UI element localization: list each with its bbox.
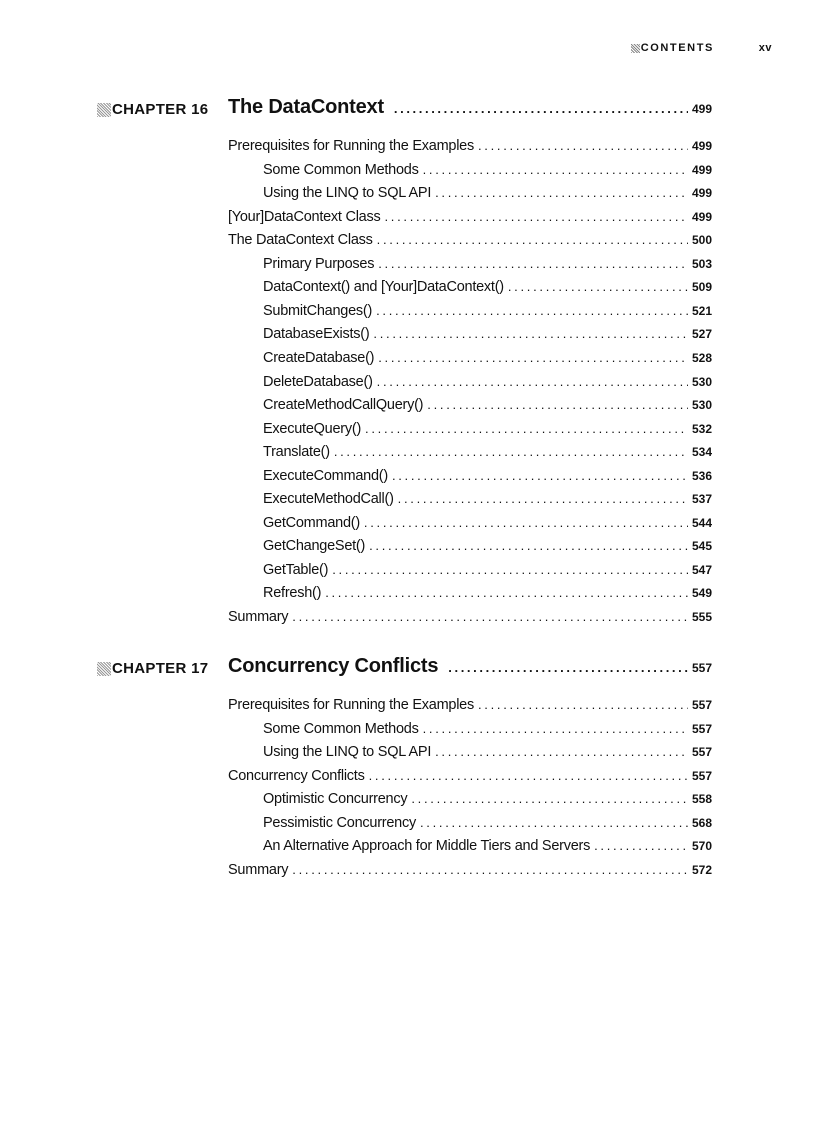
- leader-dots: [325, 585, 688, 600]
- toc-entry: [263, 721, 712, 741]
- chapter-label-text: CHAPTER 17: [112, 660, 209, 677]
- toc-entry-title: Using the LINQ to SQL API: [263, 185, 432, 202]
- toc-entry: [263, 397, 712, 417]
- toc-entry: [263, 562, 712, 582]
- toc-entry: [263, 515, 712, 535]
- leader-dots: [377, 232, 688, 247]
- toc-entry-page: 527: [691, 327, 712, 342]
- leader-dots: [376, 303, 688, 318]
- toc-entry-page: 549: [691, 586, 712, 601]
- chapter-label: [97, 660, 208, 677]
- leader-dots: [365, 421, 688, 436]
- toc-entry: [228, 232, 712, 252]
- toc-entry-page: 499: [691, 162, 712, 177]
- toc-entry: [263, 585, 712, 605]
- toc-entry-title: CreateDatabase(): [263, 349, 375, 366]
- toc-entry-title: DeleteDatabase(): [263, 373, 373, 390]
- chapter-label: [97, 101, 208, 118]
- toc-entry: [263, 444, 712, 464]
- toc-entry-title: Prerequisites for Running the Examples: [228, 138, 474, 154]
- toc-entry: [228, 138, 712, 158]
- toc-entry-page: 557: [691, 745, 712, 760]
- leader-dots: [411, 791, 688, 806]
- chapter-title: The DataContext: [228, 96, 384, 118]
- leader-dots: [378, 350, 688, 365]
- toc-entry-page: 557: [691, 768, 712, 783]
- toc-entry-page: 555: [691, 610, 712, 624]
- toc-entry-title: SubmitChanges(): [263, 302, 373, 319]
- toc-entry-page: 509: [691, 280, 712, 295]
- running-head-label: [631, 42, 714, 54]
- chapter-title: Concurrency Conflicts: [228, 655, 439, 677]
- toc-entry-page: 544: [691, 515, 712, 530]
- toc-entry: [263, 815, 712, 835]
- toc-entry-page: 557: [691, 721, 712, 736]
- toc-entry: [228, 862, 712, 882]
- leader-dots: [332, 562, 688, 577]
- chapter-title-row: [228, 655, 712, 678]
- leader-dots: [394, 101, 688, 116]
- toc-entry-title: Some Common Methods: [263, 161, 419, 178]
- toc-entry-page: 558: [691, 792, 712, 807]
- chapter-page: 499: [691, 102, 712, 116]
- toc-entry-page: 557: [691, 698, 712, 712]
- chapter-label-text: CHAPTER 16: [112, 101, 209, 118]
- leader-dots: [435, 185, 688, 200]
- toc-entry-title: ExecuteCommand(): [263, 467, 388, 484]
- toc-entry-page: 521: [691, 303, 712, 318]
- toc-entry-title: Summary: [228, 609, 289, 625]
- leader-dots: [392, 468, 688, 483]
- page-number: xv: [758, 42, 772, 54]
- toc-entry: [263, 838, 712, 858]
- toc-entry-page: 500: [691, 233, 712, 248]
- toc-entry: [263, 538, 712, 558]
- leader-dots: [427, 397, 688, 412]
- toc-entry: [263, 326, 712, 346]
- leader-dots: [334, 444, 688, 459]
- toc-entry-page: 572: [691, 862, 712, 877]
- section-marker-icon: [631, 44, 640, 53]
- toc-entry-title: CreateMethodCallQuery(): [263, 397, 424, 414]
- toc-entry-title: ExecuteMethodCall(): [263, 491, 394, 508]
- leader-dots: [435, 744, 688, 759]
- chapter-marker-icon: [97, 103, 111, 117]
- toc-entry-title: Translate(): [263, 444, 330, 461]
- toc-entry-page: 570: [691, 839, 712, 854]
- toc-entry-title: Optimistic Concurrency: [263, 791, 408, 808]
- toc-entry: [263, 744, 712, 764]
- leader-dots: [508, 279, 688, 294]
- toc-entry-page: 499: [691, 209, 712, 224]
- toc-entry-page: 499: [691, 186, 712, 201]
- toc-entry-title: Using the LINQ to SQL API: [263, 744, 432, 761]
- toc-entry-title: Concurrency Conflicts: [228, 767, 365, 784]
- toc-entry: [228, 209, 712, 229]
- toc-entry-title: GetCommand(): [263, 514, 360, 531]
- toc-entry-page: 537: [691, 492, 712, 507]
- toc-entry: [228, 768, 712, 788]
- running-head-text: CONTENTS: [640, 42, 714, 54]
- toc-entry-title: Refresh(): [263, 585, 322, 602]
- toc-entry-title: DatabaseExists(): [263, 326, 370, 343]
- toc-entry-title: ExecuteQuery(): [263, 420, 362, 437]
- leader-dots: [292, 862, 688, 877]
- leader-dots: [378, 256, 688, 271]
- toc-entry-title: The DataContext Class: [228, 232, 373, 249]
- leader-dots: [594, 838, 688, 853]
- toc-entry-title: Pessimistic Concurrency: [263, 814, 416, 831]
- toc-entry-title: [Your]DataContext Class: [228, 208, 381, 225]
- leader-dots: [448, 660, 688, 675]
- toc-entry-page: 528: [691, 350, 712, 365]
- toc-entry-page: 532: [691, 421, 712, 436]
- toc-entry: [263, 468, 712, 488]
- leader-dots: [423, 721, 688, 736]
- toc-entry-page: 536: [691, 468, 712, 483]
- leader-dots: [364, 515, 688, 530]
- toc-entry: [263, 374, 712, 394]
- toc-entry-title: Primary Purposes: [263, 255, 375, 272]
- toc-entry: [263, 791, 712, 811]
- toc-entry: [263, 491, 712, 511]
- leader-dots: [373, 326, 688, 341]
- chapter-title-row: [228, 96, 712, 119]
- chapter-marker-icon: [97, 662, 111, 676]
- leader-dots: [420, 815, 688, 830]
- toc-entry-title: DataContext() and [Your]DataContext(): [263, 279, 504, 296]
- toc-entry: [263, 421, 712, 441]
- toc-entry-page: 530: [691, 374, 712, 389]
- chapter-page: 557: [691, 661, 712, 675]
- toc-entry-title: Summary: [228, 861, 289, 878]
- chapter-heading: [0, 655, 816, 683]
- toc-entry: [228, 609, 712, 629]
- toc-entry-title: GetTable(): [263, 561, 329, 578]
- leader-dots: [423, 162, 688, 177]
- leader-dots: [478, 697, 688, 712]
- leader-dots: [369, 768, 688, 783]
- toc-entry-page: 530: [691, 398, 712, 413]
- leader-dots: [398, 491, 688, 506]
- toc-entry-page: 547: [691, 562, 712, 577]
- toc-entry-title: GetChangeSet(): [263, 538, 366, 555]
- toc-entry-page: 568: [691, 815, 712, 830]
- toc-entry-page: 545: [691, 539, 712, 554]
- running-head: [0, 42, 816, 58]
- toc-entry: [263, 256, 712, 276]
- toc-entry-title: An Alternative Approach for Middle Tiers and Servers: [263, 838, 591, 855]
- toc-entry: [228, 697, 712, 717]
- leader-dots: [369, 538, 688, 553]
- leader-dots: [292, 609, 688, 624]
- leader-dots: [377, 374, 688, 389]
- toc-entry: [263, 279, 712, 299]
- toc-entry-page: 503: [691, 256, 712, 271]
- leader-dots: [385, 209, 688, 224]
- leader-dots: [478, 138, 688, 153]
- toc-entry: [263, 185, 712, 205]
- toc-entry-title: Prerequisites for Running the Examples: [228, 697, 474, 713]
- chapter-heading: [0, 96, 816, 124]
- toc-entry: [263, 162, 712, 182]
- toc-entry: [263, 350, 712, 370]
- toc-entry: [263, 303, 712, 323]
- toc-entry-page: 499: [691, 139, 712, 153]
- toc-entry-title: Some Common Methods: [263, 720, 419, 737]
- toc-entry-page: 534: [691, 445, 712, 460]
